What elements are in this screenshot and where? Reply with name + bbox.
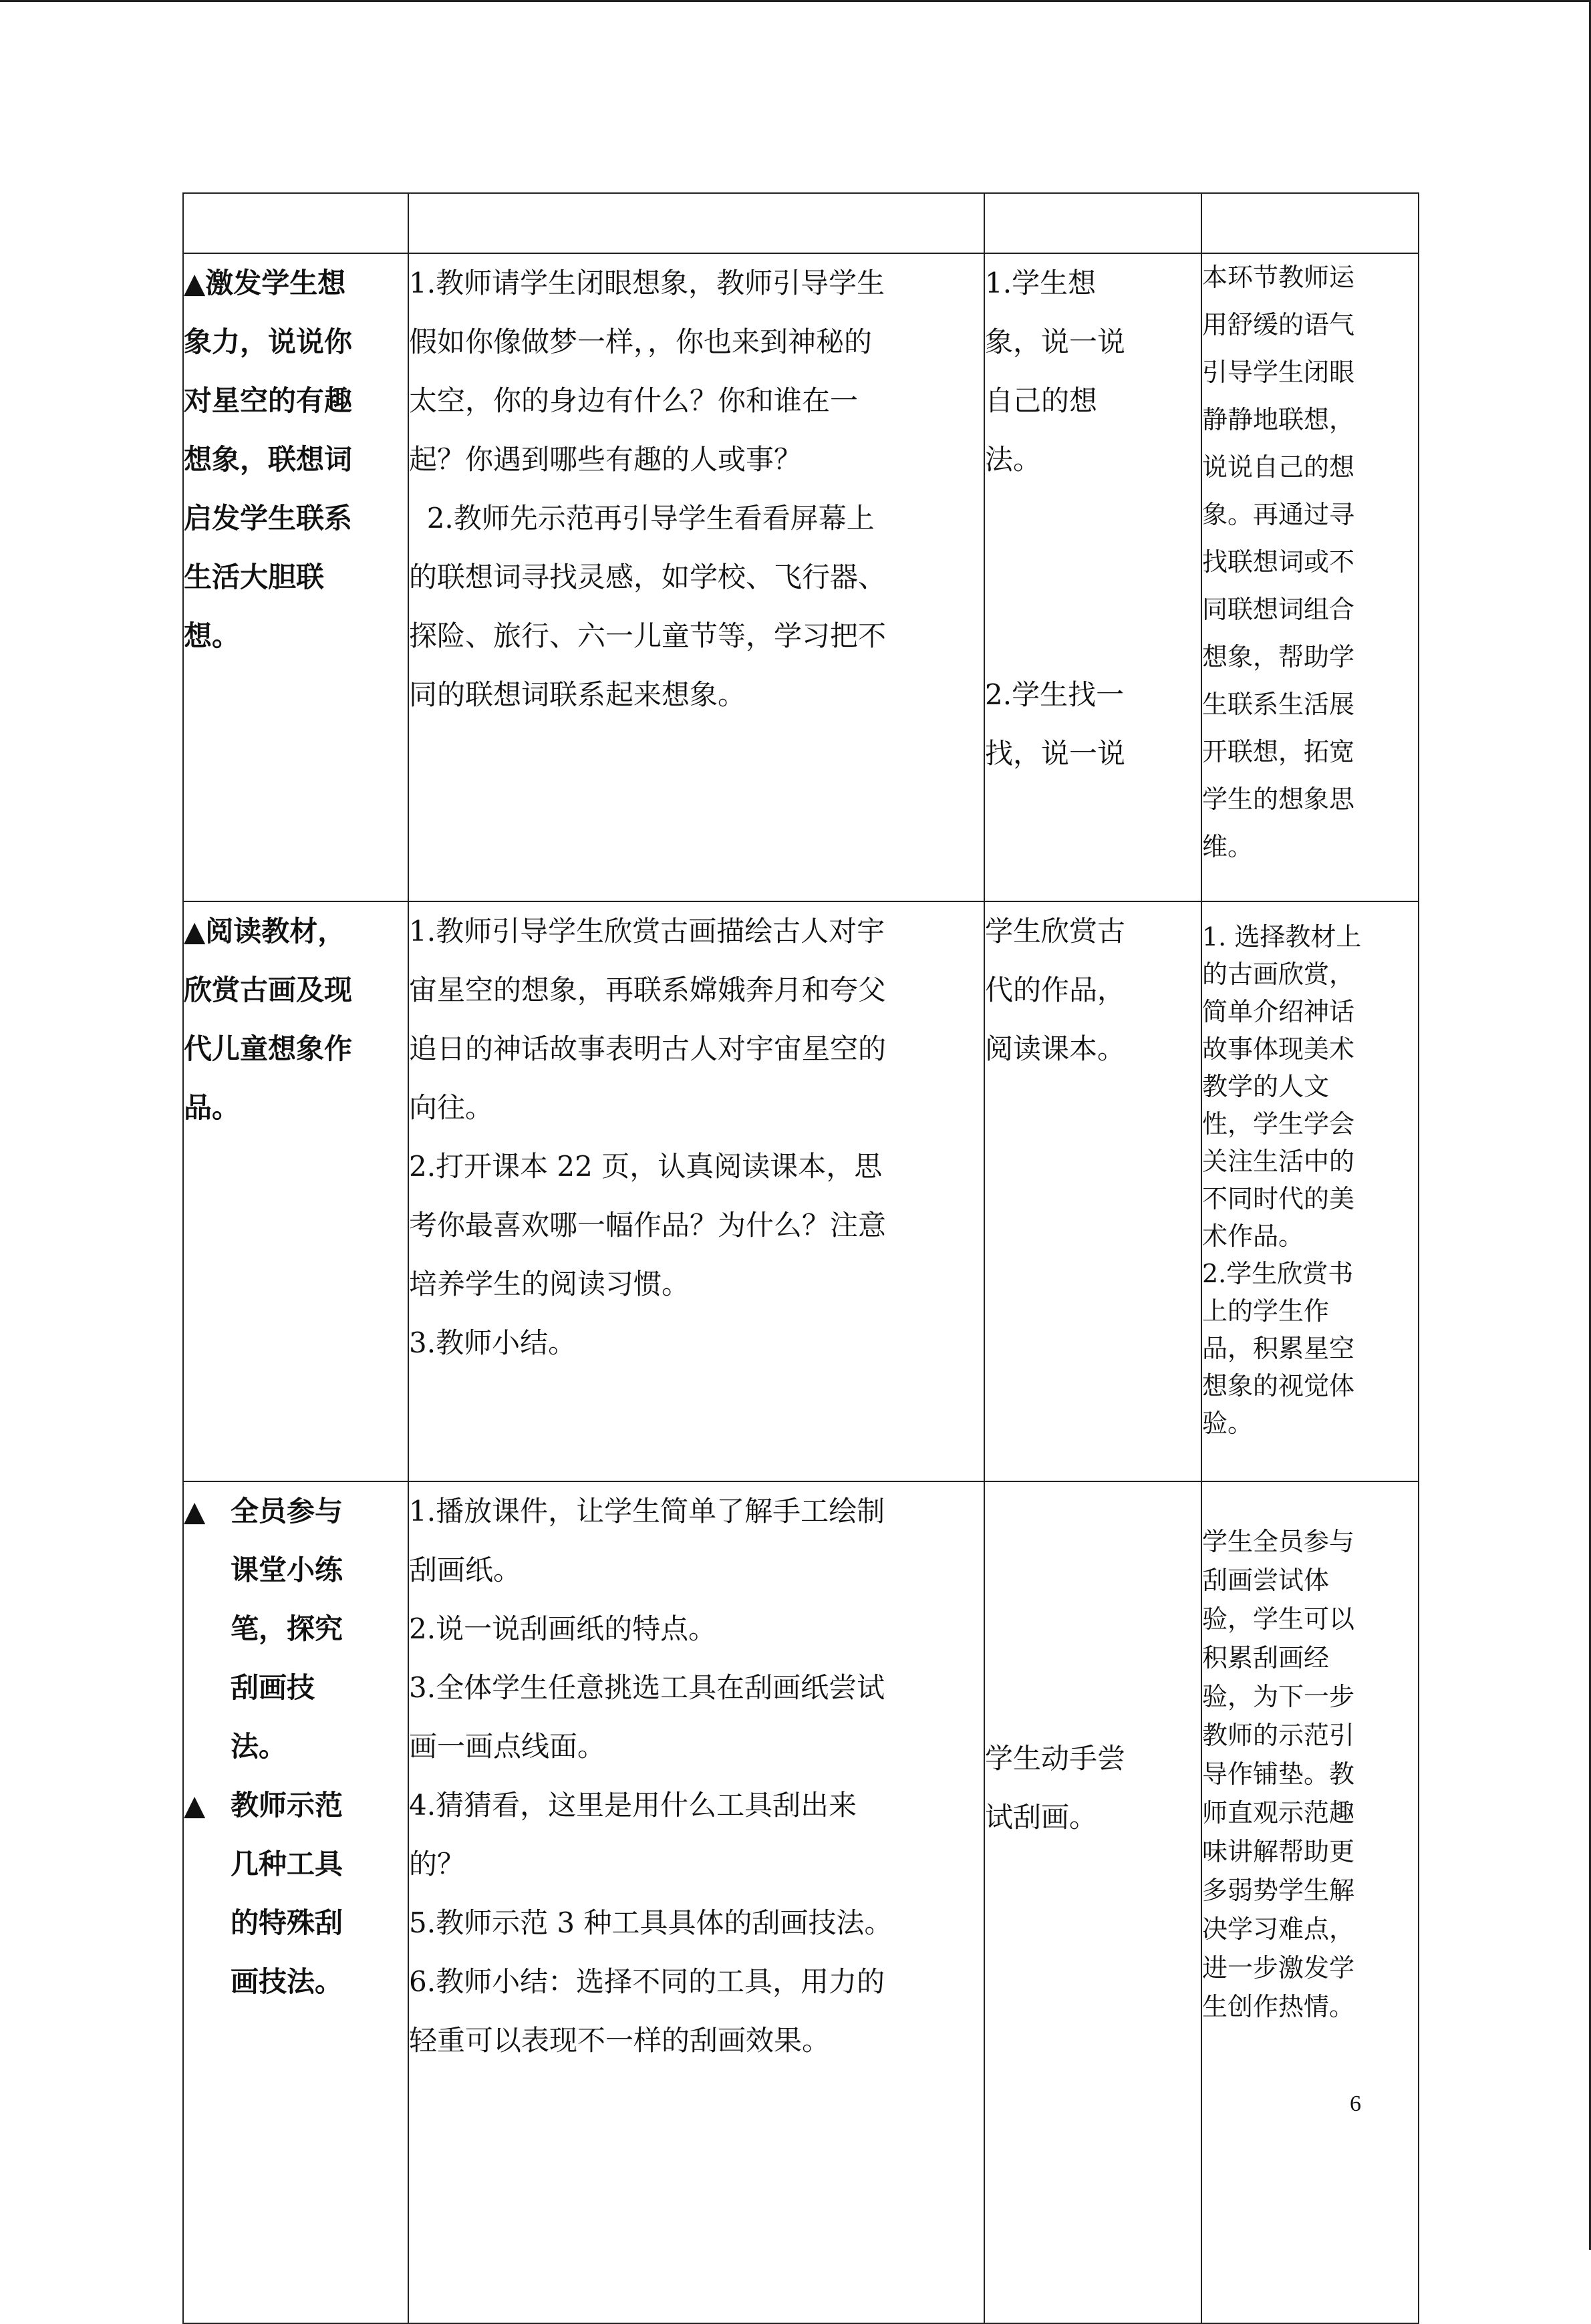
page-number: 6 xyxy=(1350,2091,1361,2116)
text-line: 太空，你的身边有什么？你和谁在一 xyxy=(409,384,859,417)
stage-bullet xyxy=(184,1776,408,2011)
teacher-activity-cell xyxy=(408,253,984,901)
text-line: 轻重可以表现不一样的刮画效果。 xyxy=(409,2024,831,2057)
stage-bullet xyxy=(184,1482,408,1776)
text-line: 1.教师引导学生欣赏古画描绘古人对宇 xyxy=(409,915,885,948)
triangle-bullet-icon: ▲ xyxy=(184,1789,206,1822)
lesson-plan-table xyxy=(182,192,1419,2324)
text-line: 验，学生可以 xyxy=(1202,1604,1355,1634)
text-line: ▲激发学生想 xyxy=(184,267,346,299)
text-line: 决学习难点， xyxy=(1202,1914,1355,1944)
text-line: 6.教师小结：选择不同的工具，用力的 xyxy=(409,1965,885,1998)
student-activity-cell xyxy=(984,901,1201,1481)
text-line: 找联想词或不 xyxy=(1202,547,1355,577)
text-line: 象，说一说 xyxy=(985,325,1126,358)
text-line: 本环节教师运 xyxy=(1202,263,1355,292)
text-line: 笔，探究 xyxy=(231,1612,343,1645)
text-line: 2.学生欣赏书 xyxy=(1202,1259,1354,1288)
text-line: 2.说一说刮画纸的特点。 xyxy=(409,1612,717,1645)
text-line: 法。 xyxy=(231,1730,287,1763)
text-line: 2.教师先示范再引导学生看看屏幕上 xyxy=(409,502,875,535)
text-line: 维。 xyxy=(1202,832,1254,861)
stage-cell xyxy=(183,901,408,1481)
top-border xyxy=(0,0,1591,2)
text-line: 1.教师请学生闭眼想象，教师引导学生 xyxy=(409,267,885,299)
triangle-bullet-icon: ▲ xyxy=(184,1495,206,1528)
text-line: 积累刮画经 xyxy=(1202,1643,1330,1673)
text-line: 试刮画。 xyxy=(985,1801,1098,1834)
text-line: 静静地联想， xyxy=(1202,405,1355,434)
text-line: 同的联想词联系起来想象。 xyxy=(409,678,746,711)
text-line: 自己的想 xyxy=(985,384,1098,417)
text-line: 术作品。 xyxy=(1202,1221,1304,1251)
text-line: 学生欣赏古 xyxy=(985,915,1126,948)
text-line: 的联想词寻找灵感，如学校、飞行器、 xyxy=(409,561,887,593)
text-line: 不同时代的美 xyxy=(1202,1184,1355,1213)
text-line: 开联想，拓宽 xyxy=(1202,737,1355,766)
design-intent-cell xyxy=(1201,1481,1419,2323)
stage-cell xyxy=(183,1481,408,2323)
text-line: 学生全员参与 xyxy=(1202,1527,1355,1556)
text-line: 课堂小练 xyxy=(231,1554,343,1586)
text-line: 画一画点线面。 xyxy=(409,1730,606,1763)
spacer xyxy=(985,489,1201,548)
text-line: 培养学生的阅读习惯。 xyxy=(409,1268,690,1300)
text-line: 假如你像做梦一样，，你也来到神秘的 xyxy=(409,325,873,358)
text-line: 3.教师小结。 xyxy=(409,1326,577,1359)
text-line: 阅读课本。 xyxy=(985,1032,1126,1065)
text-line: 法。 xyxy=(985,443,1042,476)
design-intent-cell xyxy=(1201,901,1419,1481)
text-line: 找，说一说 xyxy=(985,737,1126,770)
text-line: 生创作热情。 xyxy=(1202,1992,1355,2021)
text-line: 1.播放课件，让学生简单了解手工绘制 xyxy=(409,1495,885,1528)
text-line: 对星空的有趣 xyxy=(184,384,353,417)
text-line: 验，为下一步 xyxy=(1202,1682,1355,1711)
text-line: 简单介绍神话 xyxy=(1202,997,1355,1026)
text-line: 探险、旅行、六一儿童节等，学习把不 xyxy=(409,619,887,652)
text-line: 教师示范 xyxy=(231,1789,343,1822)
text-line: 生联系生活展 xyxy=(1202,690,1355,719)
text-line: 代的作品， xyxy=(985,974,1126,1006)
text-line: 刮画技 xyxy=(231,1671,315,1704)
text-line: 故事体现美术 xyxy=(1202,1034,1355,1064)
text-line: 刮画尝试体 xyxy=(1202,1566,1330,1595)
teacher-activity-cell xyxy=(408,901,984,1481)
text-line: 刮画纸。 xyxy=(409,1554,522,1586)
text-line: 全员参与 xyxy=(231,1495,343,1528)
text-line: 向往。 xyxy=(409,1091,494,1124)
text-line: 验。 xyxy=(1202,1409,1254,1438)
text-line: 品。 xyxy=(184,1091,241,1124)
text-line: 考你最喜欢哪一幅作品？为什么？注意 xyxy=(409,1209,887,1242)
text-line: 1.学生想 xyxy=(985,267,1097,299)
table-header-row xyxy=(183,193,1419,253)
text-line: 性，学生学会 xyxy=(1202,1109,1355,1139)
empty-cell xyxy=(1201,193,1419,253)
spacer xyxy=(985,548,1201,607)
text-line: 多弱势学生解 xyxy=(1202,1876,1355,1905)
text-line: 学生的想象思 xyxy=(1202,784,1355,814)
text-line: 4.猜猜看，这里是用什么工具刮出来 xyxy=(409,1789,857,1822)
text-line: 2.学生找一 xyxy=(985,678,1125,711)
text-line: 画技法。 xyxy=(231,1965,343,1998)
text-line: 象力，说说你 xyxy=(184,325,353,358)
text-line: 起？你遇到哪些有趣的人或事？ xyxy=(409,443,803,476)
text-line: ▲阅读教材， xyxy=(184,915,346,948)
text-line: 上的学生作 xyxy=(1202,1296,1330,1326)
text-line: 几种工具 xyxy=(231,1848,343,1880)
text-line: 关注生活中的 xyxy=(1202,1147,1355,1176)
text-line: 学生动手尝 xyxy=(985,1742,1126,1775)
text-line: 教师的示范引 xyxy=(1202,1721,1355,1750)
empty-cell xyxy=(984,193,1201,253)
text-line: 想。 xyxy=(184,619,241,652)
text-line: 的古画欣赏， xyxy=(1202,960,1355,989)
text-line: 宙星空的想象，再联系嫦娥奔月和夸父 xyxy=(409,974,887,1006)
text-line: 1. 选择教材上 xyxy=(1202,922,1362,952)
text-line: 追日的神话故事表明古人对宇宙星空的 xyxy=(409,1032,887,1065)
text-line: 品，积累星空 xyxy=(1202,1334,1355,1363)
text-line: 导作铺垫。教 xyxy=(1202,1759,1355,1789)
student-activity-cell xyxy=(984,253,1201,901)
table-row xyxy=(183,901,1419,1481)
spacer xyxy=(985,607,1201,666)
table-row xyxy=(183,1481,1419,2323)
text-line: 师直观示范趣 xyxy=(1202,1798,1355,1828)
text-line: 代儿童想象作 xyxy=(184,1032,353,1065)
text-line: 说说自己的想 xyxy=(1202,452,1355,482)
text-line: 味讲解帮助更 xyxy=(1202,1837,1355,1866)
text-line: 的？ xyxy=(409,1848,466,1880)
text-line: 的特殊刮 xyxy=(231,1906,343,1939)
text-line: 5.教师示范 3 种工具具体的刮画技法。 xyxy=(409,1906,893,1939)
text-line: 教学的人文 xyxy=(1202,1072,1330,1101)
teacher-activity-cell xyxy=(408,1481,984,2323)
text-line: 启发学生联系 xyxy=(184,502,353,535)
text-line: 象。再通过寻 xyxy=(1202,500,1355,529)
table-row xyxy=(183,253,1419,901)
text-line: 想象的视觉体 xyxy=(1202,1371,1355,1401)
text-line: 欣赏古画及现 xyxy=(184,974,353,1006)
text-line: 引导学生闭眼 xyxy=(1202,357,1355,387)
stage-cell xyxy=(183,253,408,901)
text-line: 生活大胆联 xyxy=(184,561,325,593)
text-line: 想象，联想词 xyxy=(184,443,353,476)
student-activity-cell xyxy=(984,1481,1201,2323)
text-line: 3.全体学生任意挑选工具在刮画纸尝试 xyxy=(409,1671,885,1704)
text-line: 2.打开课本 22 页，认真阅读课本，思 xyxy=(409,1150,883,1183)
text-line: 想象，帮助学 xyxy=(1202,642,1355,672)
empty-cell xyxy=(408,193,984,253)
text-line: 用舒缓的语气 xyxy=(1202,310,1355,339)
empty-cell xyxy=(183,193,408,253)
text-line: 同联想词组合 xyxy=(1202,595,1355,624)
design-intent-cell xyxy=(1201,253,1419,901)
text-line: 进一步激发学 xyxy=(1202,1953,1355,1983)
